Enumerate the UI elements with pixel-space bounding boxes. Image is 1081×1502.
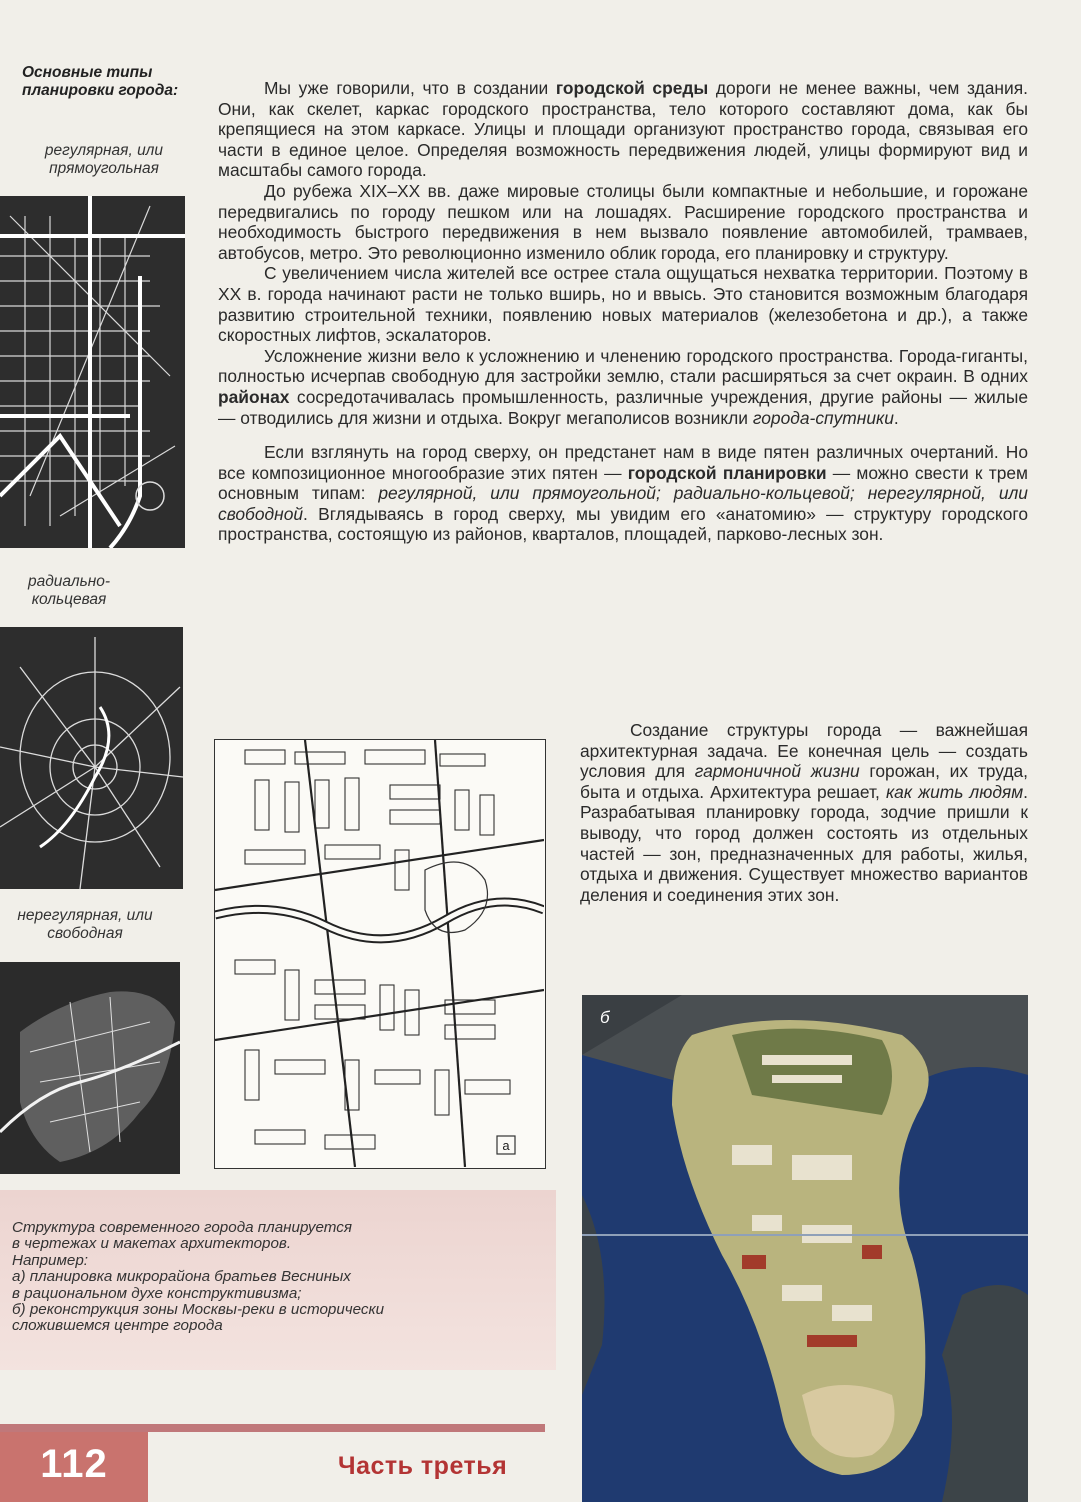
caption-line: а) планировка микрорайона братьев Весниных [12,1268,351,1286]
p1-text-end: дороги не менее важны, чем здания. Они, как скелет, каркас городского пространства, тело которого составляют дома, как бы крепящиеся на этом каркасе. Улицы и площади организуют пространство города, связывая его части в единое целое. Определяя возможность передвижения людей, улицы формируют вид и масштабы самого города. [218,78,1028,181]
p5-text-2: — можно свести к трем основным типам: [218,462,1028,504]
caption-line: б) реконструкция зоны Москвы-реки в исторически [12,1301,385,1319]
caption-radial: радиально-кольцевая [27,573,111,608]
paragraph-5 [218,442,1028,545]
paragraph-1 [218,78,1028,181]
term-harmonious-life: гармоничной жизни [694,761,860,782]
irregular-plan-thumbnail [0,962,180,1174]
figure-caption-box [0,1190,556,1370]
p4-text-middle: сосредотачивалась промышленность, различные учреждения, другие районы — жилые — отводились для жизни и отдыха. Вокруг мегаполисов возникли [218,386,1028,428]
paragraph-6 [580,720,1028,905]
p4-text-end: . [893,407,899,428]
p6-text-1: Создание структуры города — важнейшая архитектурная задача. Ее конечная цель — создать условия для [580,720,1028,782]
footer-divider [0,1424,545,1432]
p5-text-1: Если взглянуть на город сверху, он предстанет нам в виде пятен различных очертаний. Но все композиционное многообразие этих пятен — [218,442,1028,483]
term-urban-environment: городской среды [555,78,709,98]
paragraph-4 [218,346,1028,428]
microdistrict-plan-figure [214,739,546,1169]
term-city-planning: городской планировки [627,462,827,483]
figure-caption-text [12,1220,532,1335]
p6-text-2: горожан, их труда, быта и отдыха. Архитектура решает, [580,761,1028,802]
regular-plan-thumbnail [0,196,185,548]
figure-a-label: а [502,1138,510,1153]
caption-line: Например: [12,1251,89,1269]
part-title: Часть третья [338,1452,508,1480]
term-satellite-towns: города-спутники [752,407,894,428]
wrapped-text [580,720,1028,905]
caption-regular: регулярная, или прямоугольная [44,142,164,177]
p6-text-3: . Разрабатывая планировку города, зодчие пришли к выводу, что город должен состоять из отдельных частей — зон, предназначенных для работы, жилья, отдыха и движения. Существует множество вариантов деления и соединения этих зон. [580,781,1028,905]
term-districts: районах [218,386,290,407]
main-text [218,78,1028,545]
sidebar-heading: Основные типы планировки города: [22,64,179,99]
caption-line: в чертежах и макетах архитекторов. [12,1235,292,1253]
caption-irregular: нерегулярная, или свободная [17,907,153,942]
p4-text-start: Усложнение жизни вело к усложнению и членению городского пространства. Города-гиганты, полностью исчерпав свободную для застройки землю, стали расширяться за счет окраин. В одних [218,345,1028,387]
caption-line: в рациональном духе конструктивизма; [12,1284,302,1302]
radial-plan-thumbnail [0,627,183,889]
term-plan-types: регулярной, или прямоугольной; радиально-кольцевой; нерегулярной, или свободной [218,483,1028,524]
page-number: 112 [0,1432,148,1502]
figure-b-label: б [600,1008,610,1027]
caption-line: Структура современного города планируется [12,1219,352,1236]
paragraph-3: С увеличением числа жителей все острее стала ощущаться нехватка территории. Поэтому в XX в. города начинают расти не только вширь, но и ввысь. Это становится возможным благодаря развитию строительной техники, появлению новых материалов (железобетона и др.), а также скоростных лифтов, эскалаторов. [218,263,1028,346]
paragraph-2: До рубежа XIX–XX вв. даже мировые столицы были компактные и небольшие, и горожане передвигались по городу пешком или на лошадях. Расширение городского пространства и необходимость быстрого передвижения в нем вызвало появление автомобилей, трамваев, автобусов, метро. Это революционно изменило облик города, его планировку и структуру. [218,180,1028,263]
p1-text-start: Мы уже говорили, что в создании [264,78,556,98]
p5-text-3: . Вглядываясь в город сверху, мы увидим его «анатомию» — структуру городского пространства, состоящую из районов, кварталов, площадей, парково-лесных зон. [218,503,1028,545]
caption-line: сложившемся центре города [12,1317,223,1335]
moskva-river-model-photo [582,995,1028,1502]
term-how-to-live: как жить людям [885,781,1024,802]
